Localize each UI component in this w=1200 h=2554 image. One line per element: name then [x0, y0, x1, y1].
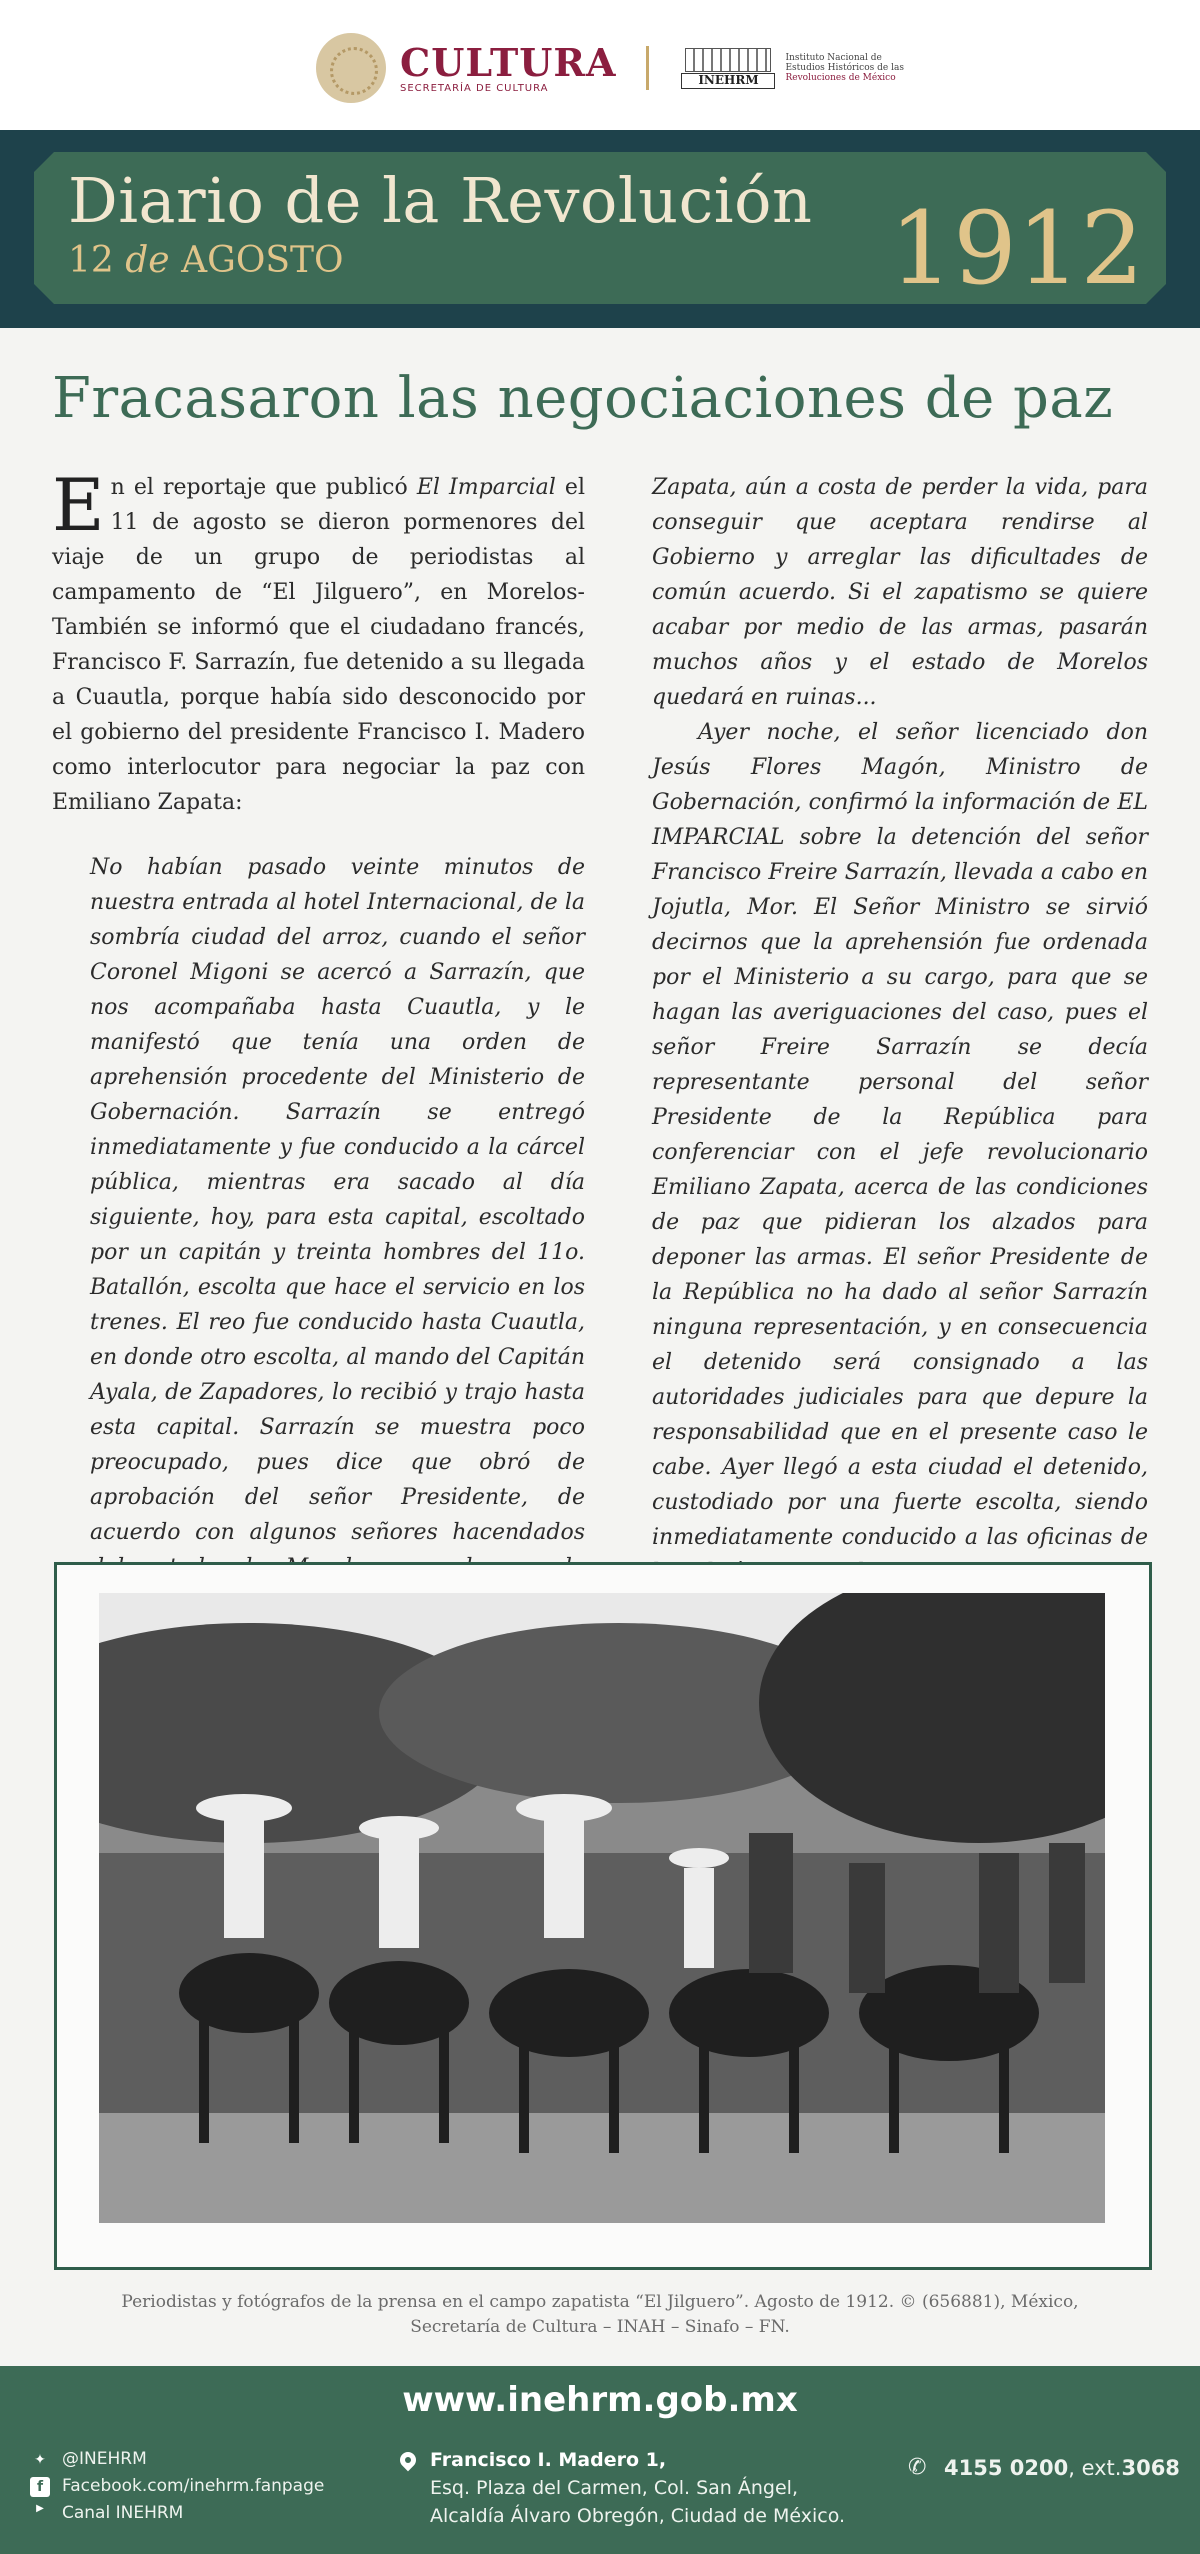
building-facade — [685, 48, 771, 72]
youtube-link[interactable] — [30, 2500, 324, 2527]
facebook-link[interactable] — [30, 2473, 324, 2500]
inehrm-text-line: Instituto Nacional de — [785, 53, 882, 63]
inehrm-text-line: Estudios Históricos de las — [785, 63, 904, 73]
mexico-seal-icon — [316, 33, 386, 103]
banner-date — [68, 240, 344, 281]
inehrm-logo — [679, 46, 903, 90]
banner-year: 1912 — [889, 190, 1144, 307]
facebook-icon: f — [30, 2477, 50, 2497]
phone-icon: ✆ — [908, 2455, 927, 2480]
title-banner — [0, 130, 1200, 328]
cultura-subtitle: SECRETARÍA DE CULTURA — [400, 82, 549, 94]
logo-group — [316, 36, 904, 100]
inehrm-building-icon — [679, 46, 777, 90]
intro-paragraph — [52, 463, 585, 820]
inehrm-wordmark: INEHRM — [681, 73, 775, 89]
address-line-2: Esq. Plaza del Carmen, Col. San Ángel, — [430, 2477, 798, 2499]
photo-frame — [54, 1562, 1152, 2270]
phone-number: 4155 0200 — [944, 2456, 1069, 2480]
facebook-url: Facebook.com/inehrm.fanpage — [62, 2476, 325, 2496]
quote-paragraph-4: Ayer noche, el señor licenciado don Jesús Flores Magón, Ministro de Gobernación, confirmó la información de EL IMPARCIAL sobre la detención del señor Francisco Freire Sarrazín, llevada a cabo en Jojutla, Mor. El Señor Ministro se sirvió decirnos que la aprehensión fue ordenada por el Ministerio a su cargo, para que se hagan las averiguaciones del caso, pues el señor Freire Sarrazín se decía representante personal del señor Presidente de la República para conferenciar con el jefe revolucionario Emiliano Zapata, acerca de las condiciones de paz que pidieran los alzados para deponer las armas. El señor Presidente de la República no ha dado al señor Sarrazín ninguna representación, y en consecuencia el detenido será consignado a las autoridades judiciales para que depure la responsabilidad que en el presente caso le cabe. Ayer llegó a esta ciudad el detenido, custodiado por una fuerte escolta, siendo inmediatamente conducido a las oficinas de — [652, 720, 1148, 1550]
date-month: AGOSTO — [181, 240, 344, 281]
address-street: Francisco I. Madero 1, — [430, 2449, 667, 2471]
date-de: de — [125, 240, 170, 281]
address-line-3: Alcaldía Álvaro Obregón, Ciudad de México. — [430, 2505, 846, 2527]
phone-block[interactable] — [908, 2456, 1180, 2480]
newspaper-name: El Imparcial — [416, 475, 556, 500]
address-lines — [430, 2446, 845, 2530]
phone-ext-label: , ext. — [1068, 2456, 1122, 2480]
quote-paragraph-3: Zapata, aún a costa de perder la vida, para conseguir que aceptara rendirse al Gobierno y arreglar las dificultades de común acuerdo. Si el zapatismo se quiere acabar por medio de las armas, pasarán muchos años y el estado de Morelos quedará en ruinas... — [652, 475, 1148, 710]
social-links — [30, 2446, 324, 2527]
quote-paragraph-1: No habían pasado veinte minutos de nuestra entrada al hotel Internacional, de la sombría ciudad del arroz, cuando el señor Coronel Migoni se acercó a Sarrazín, que nos acompañaba hasta Cuautla, y le manifestó que tenía una orden de aprehensión procedente del Ministerio de Gobernación. Sarrazín se entregó inmediatamente y fue conducido a la cárcel pública, mientras era sacado al día siguiente, hoy, para esta capital, escoltado por un capitán y treinta hombres del 11o. Batallón, escolta que hace el servicio en los trenes. El reo fue conducido hasta Cuautla, en donde otro escolta, al mando del Capitán Ayala, de Zapadores, lo recibió y trajo hasta esta capital. Sarrazín se muestra poco preocupado, pues dice que obró de aprobación del señor Presidente, de acuerdo con algunos señores hacendados — [90, 855, 585, 1545]
website-link[interactable]: www.inehrm.gob.mx — [402, 2380, 798, 2420]
phone-extension: 3068 — [1121, 2456, 1180, 2480]
twitter-icon: ✦ — [34, 2451, 46, 2468]
photo-caption: Periodistas y fotógrafos de la prensa en el campo zapatista “El Jilguero”. Agosto de 1912. © (656881), México, Secretaría de Cultura – INAH – Sinafo – FN. — [121, 2292, 1079, 2337]
riders-photo-illustration — [99, 1593, 1105, 2223]
historical-photo — [99, 1593, 1105, 2223]
date-day: 12 — [68, 240, 114, 281]
inehrm-text-line: Revoluciones de México — [785, 73, 896, 83]
youtube-channel: Canal INEHRM — [62, 2503, 184, 2523]
youtube-icon: ▶ — [36, 2502, 44, 2514]
article-headline: Fracasaron las negociaciones de paz — [52, 366, 1114, 431]
intro-text-a: n el reportaje que publicó — [110, 475, 417, 500]
twitter-handle: @INEHRM — [62, 2449, 147, 2469]
logo-divider — [646, 46, 649, 90]
intro-text-b: el 11 de agosto se dieron pormenores del viaje de un grupo de periodistas al campamento de “El Jilguero”, en Morelos- También se informó que el ciudadano francés, Francisco F. Sarrazín, fue detenido a su llegada a Cuautla, porque había sido desconocido por el gobierno del presidente Francisco I. Madero como interlocutor para negociar la paz con Emiliano Zapata: — [52, 475, 585, 815]
logo-bar — [0, 0, 1200, 130]
cultura-logo — [400, 39, 617, 94]
cultura-name: CULTURA — [400, 39, 617, 85]
twitter-link[interactable] — [30, 2446, 324, 2473]
address-block — [398, 2446, 845, 2530]
inehrm-fullname — [785, 53, 903, 83]
location-pin-icon — [398, 2446, 420, 2530]
drop-cap: E — [52, 463, 105, 547]
banner-title: Diario de la Revolución — [68, 164, 813, 237]
footer — [0, 2366, 1200, 2554]
